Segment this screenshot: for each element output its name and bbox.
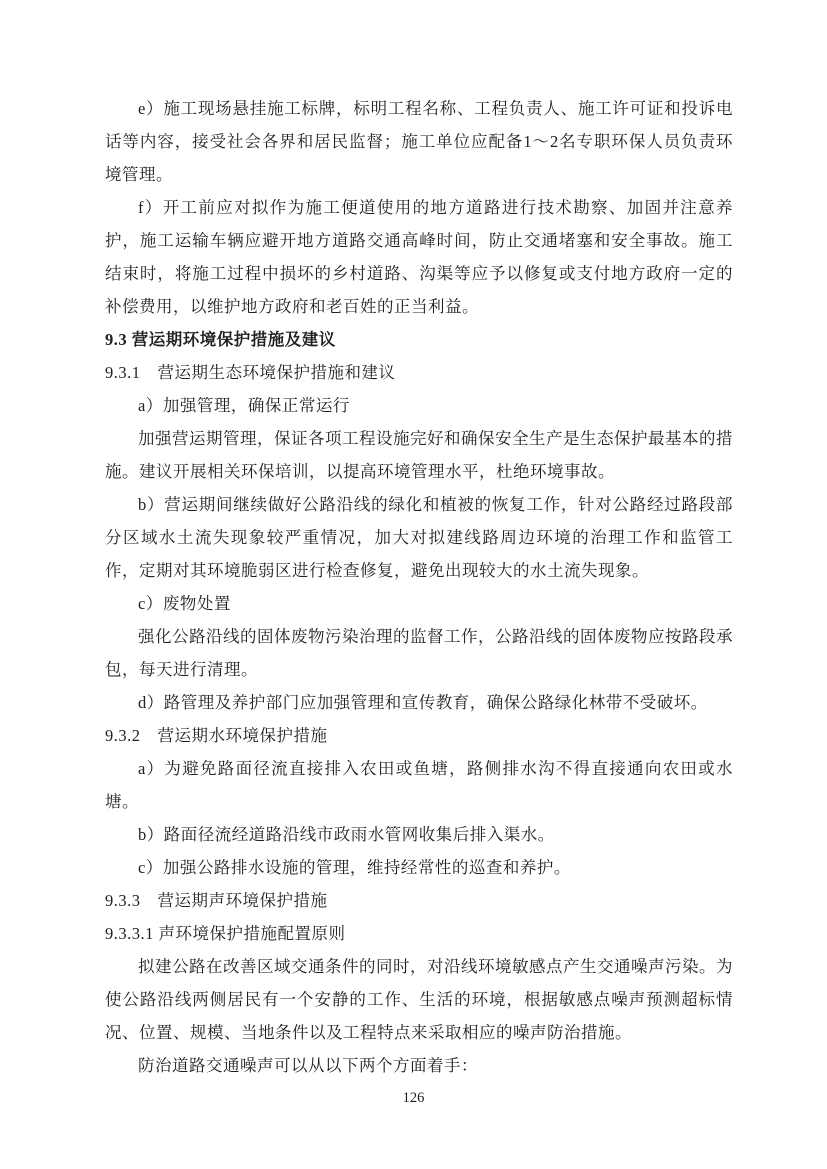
paragraph-item-c: c）废物处置 <box>138 594 231 613</box>
paragraph-item-d: d）路管理及养护部门应加强管理和宣传教育，确保公路绿化林带不受破坏。 <box>138 693 708 712</box>
paragraph-item-b: b）路面径流经道路沿线市政雨水管网收集后排入渠水。 <box>138 825 555 844</box>
paragraph-item-b: b）营运期间继续做好公路沿线的绿化和植被的恢复工作，针对公路经过路段部分区域水土流失现象较严重情况，加大对拟建线路周边环境的治理工作和监管工作，定期对其环境脆弱区进行检查修复，避免出现较大的水土流失现象。 <box>105 495 733 580</box>
paragraph-item-c: c）加强公路排水设施的管理，维持经常性的巡查和养护。 <box>138 858 571 877</box>
paragraph: 强化公路沿线的固体废物污染治理的监督工作，公路沿线的固体废物应按路段承包，每天进行清理。 <box>105 627 733 679</box>
paragraph-item-a: a）加强管理，确保正常运行 <box>138 396 350 415</box>
section-heading-9-3-3-1: 9.3.3.1 声环境保护措施配置原则 <box>105 924 346 943</box>
document-body <box>105 92 733 1082</box>
paragraph-item-e: e）施工现场悬挂施工标牌，标明工程名称、工程负责人、施工许可证和投诉电话等内容，接受社会各界和居民监督；施工单位应配备1～2名专职环保人员负责环境管理。 <box>105 99 733 184</box>
paragraph: 防治道路交通噪声可以从以下两个方面着手： <box>138 1056 478 1075</box>
section-heading-9-3: 9.3 营运期环境保护措施及建议 <box>105 330 336 349</box>
section-heading-9-3-2: 9.3.2 营运期水环境保护措施 <box>105 726 328 745</box>
paragraph: 加强营运期管理，保证各项工程设施完好和确保安全生产是生态保护最基本的措施。建议开展相关环保培训，以提高环境管理水平，杜绝环境事故。 <box>105 429 733 481</box>
paragraph-item-a: a）为避免路面径流直接排入农田或鱼塘，路侧排水沟不得直接通向农田或水塘。 <box>105 759 733 811</box>
page-number: 126 <box>402 1090 425 1106</box>
paragraph-item-f: f）开工前应对拟作为施工便道使用的地方道路进行技术勘察、加固并注意养护，施工运输车辆应避开地方道路交通高峰时间，防止交通堵塞和安全事故。施工结束时，将施工过程中损坏的乡村道路、沟渠等应予以修复或支付地方政府一定的补偿费用，以维护地方政府和老百姓的正当利益。 <box>105 198 733 316</box>
section-heading-9-3-1: 9.3.1 营运期生态环境保护措施和建议 <box>105 363 396 382</box>
section-heading-9-3-3: 9.3.3 营运期声环境保护措施 <box>105 891 328 910</box>
paragraph: 拟建公路在改善区域交通条件的同时，对沿线环境敏感点产生交通噪声污染。为使公路沿线两侧居民有一个安静的工作、生活的环境，根据敏感点噪声预测超标情况、位置、规模、当地条件以及工程特点来采取相应的噪声防治措施。 <box>105 957 733 1042</box>
